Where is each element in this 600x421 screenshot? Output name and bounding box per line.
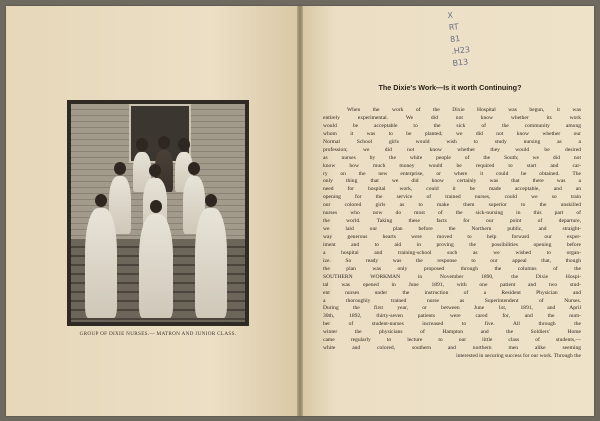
body-line: winter the physicians of Hampton and the Soldiers' Home [323,329,581,336]
body-line: ber of student-nurses increased to five. All through the [323,321,581,328]
nurse-figure [139,214,173,318]
photo-image [71,104,245,322]
body-line: came regularly to lecture to our little class of students,— [323,337,581,344]
nurses-photograph [67,100,249,326]
pencil-annotations [447,6,493,70]
body-line: a hospital and training-school such as we wished to organ- [323,249,581,256]
body-line: know how much money would be required to start and car- [323,162,581,169]
body-line: tal was opened in June 1891, with one patient and two stud- [323,281,581,288]
body-line: When the work of the Dixie Hospital was begun, it was [347,107,581,113]
body-line: entirely experimental. We did not know whether its work [323,114,581,121]
body-line: only thing that we did know certainly was that there was a [323,178,581,185]
body-line: ent nurses under the instruction of a Resident Physician and [323,289,581,296]
pencil-note: RT [448,22,460,33]
body-line: our colored girls as to make them superior to the unskilled [323,202,581,209]
body-line: opening for the service of trained nurses, could we so train [323,194,581,201]
body-line: way generous hearts were moved to help forward our exper- [323,234,581,240]
body-line: profession; we did not know whether they would be desired [323,146,581,153]
body-line: the plan was only proposed through the columns of the [323,265,581,272]
nurse-figure [195,208,227,318]
body-line: as nurses by the white people of the South; we did not [323,154,581,161]
photo-caption: GROUP OF DIXIE NURSES.— MATRON AND JUNIOR CLASS. [79,331,237,337]
body-line: ry on the new enterprise, or where it could be obtained. The [323,170,581,177]
body-line: whom it was to be planted; we did not know whether our [323,130,581,137]
body-line: need for hospital work, could it be made acceptable, and an [323,186,581,193]
nurse-figure [85,208,117,318]
body-line: Normal School girls would wish to study nursing as a [323,138,581,145]
pencil-note: B13 [452,57,469,68]
body-line: SOUTHERN WORKMAN in November 1890, the Dixie Hospi- [323,273,581,280]
article-body [323,107,581,361]
body-line: would be acceptable to the sick of the community among [323,122,581,129]
pencil-note: X [447,10,454,21]
body-line: nurses who now do most of the sick-nursing in this part of [323,210,581,217]
body-line: iment and to aid in proving the possibilities opening before [323,241,581,248]
body-line: ize. So ready was the response to our appeal that, though [323,257,581,264]
pencil-note: 81 [449,34,461,45]
body-line: interested in securing success for our work. Through the [456,353,581,360]
body-line: white and colored, southern and northern men alike seeming [323,345,581,352]
book-gutter [297,6,303,416]
body-line: a thoroughly trained nurse as Superintendent of Nurses. [323,297,581,304]
article-title: The Dixie's Work—Is it worth Continuing? [378,83,522,92]
body-line: 30th, 1892, thirty-seven patients were cared for, and the num- [323,313,581,320]
body-line: the world. Taking these facts for our point of departure, [323,218,581,225]
body-line: During the first year, or between June 1st, 1891, and April [323,305,581,312]
pencil-note: .H23 [450,45,471,57]
body-line: we laid our plan before the Northern public, and straight- [323,226,581,233]
